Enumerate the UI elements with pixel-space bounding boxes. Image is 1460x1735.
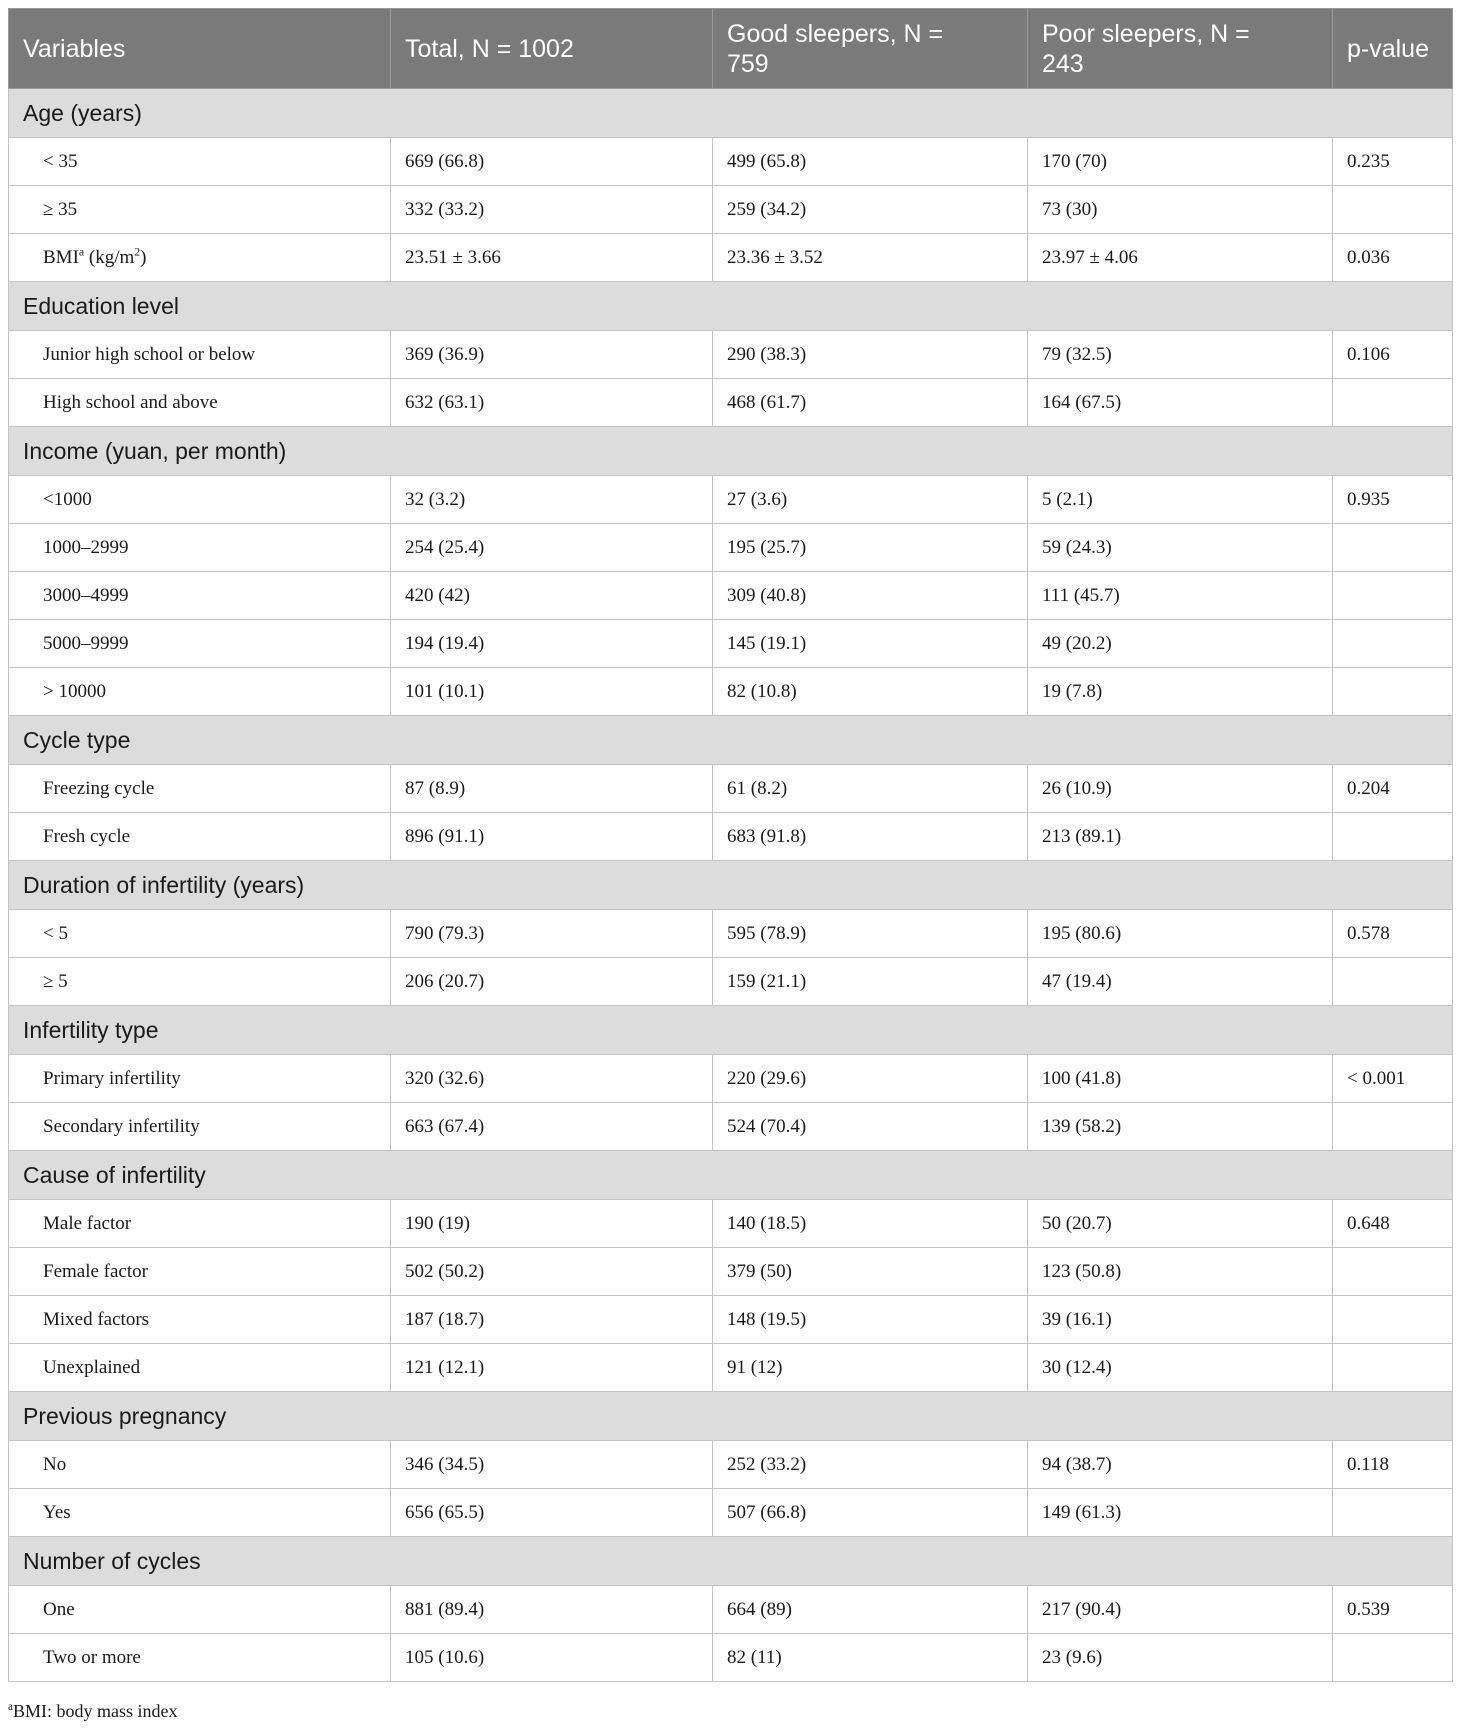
table-row	[9, 1441, 1453, 1489]
cell-poor-sleepers: 100 (41.8)	[1028, 1055, 1333, 1103]
table-row	[9, 1489, 1453, 1537]
cell-p-value	[1333, 813, 1453, 861]
row-label	[9, 958, 391, 1006]
cell-total: 896 (91.1)	[391, 813, 713, 861]
table-row	[9, 1103, 1453, 1151]
label-text: < 5	[43, 922, 68, 944]
cell-p-value	[1333, 1248, 1453, 1296]
label-text: Yes	[43, 1501, 71, 1523]
table-row	[9, 1586, 1453, 1634]
cell-total: 420 (42)	[391, 572, 713, 620]
cell-poor-sleepers: 139 (58.2)	[1028, 1103, 1333, 1151]
table-body	[9, 89, 1453, 1682]
label-text: Female factor	[43, 1260, 148, 1282]
label-text: 3000–4999	[43, 584, 129, 606]
label-text: Junior high school or below	[43, 343, 256, 365]
row-label	[9, 765, 391, 813]
row-label	[9, 1441, 391, 1489]
data-table	[8, 8, 1453, 1682]
cell-p-value	[1333, 620, 1453, 668]
cell-total: 332 (33.2)	[391, 186, 713, 234]
label-text: < 35	[43, 150, 78, 172]
table-row	[9, 620, 1453, 668]
cell-total: 790 (79.3)	[391, 910, 713, 958]
label-text: Male factor	[43, 1212, 132, 1234]
cell-poor-sleepers: 213 (89.1)	[1028, 813, 1333, 861]
cell-total: 254 (25.4)	[391, 524, 713, 572]
label-text: <1000	[43, 488, 92, 510]
cell-p-value: 0.935	[1333, 476, 1453, 524]
cell-good-sleepers: 159 (21.1)	[713, 958, 1028, 1006]
cell-p-value	[1333, 572, 1453, 620]
table-row	[9, 1200, 1453, 1248]
header-total: Total, N = 1002	[391, 9, 713, 89]
cell-good-sleepers: 683 (91.8)	[713, 813, 1028, 861]
row-label	[9, 668, 391, 716]
table-row	[9, 668, 1453, 716]
cell-p-value: < 0.001	[1333, 1055, 1453, 1103]
cell-p-value: 0.648	[1333, 1200, 1453, 1248]
section-title: Income (yuan, per month)	[9, 427, 1453, 476]
label-text: One	[43, 1598, 75, 1620]
cell-total: 369 (36.9)	[391, 331, 713, 379]
footnote	[8, 1701, 177, 1722]
row-label	[9, 234, 391, 282]
cell-poor-sleepers: 23.97 ± 4.06	[1028, 234, 1333, 282]
cell-total: 121 (12.1)	[391, 1344, 713, 1392]
section-title: Education level	[9, 282, 1453, 331]
cell-poor-sleepers: 26 (10.9)	[1028, 765, 1333, 813]
header-variables: Variables	[9, 9, 391, 89]
row-label	[9, 620, 391, 668]
table-row	[9, 765, 1453, 813]
table-row	[9, 1296, 1453, 1344]
footnote-text: BMI: body mass index	[12, 1701, 178, 1721]
cell-p-value: 0.235	[1333, 138, 1453, 186]
table-row	[9, 1055, 1453, 1103]
cell-poor-sleepers: 39 (16.1)	[1028, 1296, 1333, 1344]
table-row	[9, 138, 1453, 186]
table-row	[9, 813, 1453, 861]
label-text: Mixed factors	[43, 1308, 150, 1330]
cell-poor-sleepers: 123 (50.8)	[1028, 1248, 1333, 1296]
cell-total: 656 (65.5)	[391, 1489, 713, 1537]
label-text: 1000–2999	[43, 536, 129, 558]
cell-poor-sleepers: 94 (38.7)	[1028, 1441, 1333, 1489]
cell-p-value	[1333, 1296, 1453, 1344]
row-label	[9, 524, 391, 572]
section-title: Cycle type	[9, 716, 1453, 765]
label-text: High school and above	[43, 391, 218, 413]
cell-p-value	[1333, 668, 1453, 716]
table-row	[9, 379, 1453, 427]
label-text: ≥ 5	[43, 970, 68, 992]
table-row	[9, 1248, 1453, 1296]
cell-good-sleepers: 61 (8.2)	[713, 765, 1028, 813]
cell-total: 190 (19)	[391, 1200, 713, 1248]
cell-p-value	[1333, 379, 1453, 427]
cell-good-sleepers: 259 (34.2)	[713, 186, 1028, 234]
label-text: (kg/m	[84, 246, 135, 268]
cell-p-value	[1333, 524, 1453, 572]
label-text: Freezing cycle	[43, 777, 155, 799]
cell-good-sleepers: 220 (29.6)	[713, 1055, 1028, 1103]
table-row	[9, 572, 1453, 620]
label-text: Primary infertility	[43, 1067, 181, 1089]
cell-good-sleepers: 290 (38.3)	[713, 331, 1028, 379]
cell-total: 320 (32.6)	[391, 1055, 713, 1103]
section-header-row	[9, 1392, 1453, 1441]
cell-p-value: 0.036	[1333, 234, 1453, 282]
cell-poor-sleepers: 50 (20.7)	[1028, 1200, 1333, 1248]
cell-total: 105 (10.6)	[391, 1634, 713, 1682]
cell-poor-sleepers: 23 (9.6)	[1028, 1634, 1333, 1682]
label-text: Unexplained	[43, 1356, 141, 1378]
row-label	[9, 186, 391, 234]
cell-good-sleepers: 23.36 ± 3.52	[713, 234, 1028, 282]
cell-p-value: 0.106	[1333, 331, 1453, 379]
label-text: 5000–9999	[43, 632, 129, 654]
section-title: Cause of infertility	[9, 1151, 1453, 1200]
cell-good-sleepers: 91 (12)	[713, 1344, 1028, 1392]
label-text: > 10000	[43, 680, 106, 702]
label-text: Fresh cycle	[43, 825, 131, 847]
label-superscript: a	[78, 245, 85, 259]
cell-good-sleepers: 379 (50)	[713, 1248, 1028, 1296]
row-label	[9, 1200, 391, 1248]
section-header-row	[9, 716, 1453, 765]
cell-p-value: 0.578	[1333, 910, 1453, 958]
cell-poor-sleepers: 59 (24.3)	[1028, 524, 1333, 572]
cell-poor-sleepers: 49 (20.2)	[1028, 620, 1333, 668]
cell-good-sleepers: 468 (61.7)	[713, 379, 1028, 427]
cell-poor-sleepers: 79 (32.5)	[1028, 331, 1333, 379]
cell-total: 87 (8.9)	[391, 765, 713, 813]
table-row	[9, 234, 1453, 282]
cell-p-value: 0.539	[1333, 1586, 1453, 1634]
table-row	[9, 524, 1453, 572]
cell-good-sleepers: 524 (70.4)	[713, 1103, 1028, 1151]
row-label	[9, 1586, 391, 1634]
row-label	[9, 138, 391, 186]
row-label	[9, 476, 391, 524]
cell-total: 187 (18.7)	[391, 1296, 713, 1344]
row-label	[9, 1296, 391, 1344]
cell-total: 194 (19.4)	[391, 620, 713, 668]
table-row	[9, 1344, 1453, 1392]
cell-total: 669 (66.8)	[391, 138, 713, 186]
cell-p-value	[1333, 1103, 1453, 1151]
cell-total: 632 (63.1)	[391, 379, 713, 427]
cell-good-sleepers: 195 (25.7)	[713, 524, 1028, 572]
cell-good-sleepers: 82 (10.8)	[713, 668, 1028, 716]
cell-p-value	[1333, 1634, 1453, 1682]
table-row	[9, 1634, 1453, 1682]
cell-good-sleepers: 252 (33.2)	[713, 1441, 1028, 1489]
label-text: Secondary infertility	[43, 1115, 200, 1137]
cell-good-sleepers: 309 (40.8)	[713, 572, 1028, 620]
table-row	[9, 331, 1453, 379]
cell-poor-sleepers: 164 (67.5)	[1028, 379, 1333, 427]
section-header-row	[9, 861, 1453, 910]
row-label	[9, 1248, 391, 1296]
table-row	[9, 186, 1453, 234]
table-row	[9, 958, 1453, 1006]
cell-good-sleepers: 27 (3.6)	[713, 476, 1028, 524]
section-title: Duration of infertility (years)	[9, 861, 1453, 910]
cell-good-sleepers: 145 (19.1)	[713, 620, 1028, 668]
cell-good-sleepers: 507 (66.8)	[713, 1489, 1028, 1537]
cell-p-value	[1333, 1344, 1453, 1392]
row-label	[9, 1055, 391, 1103]
cell-p-value	[1333, 186, 1453, 234]
row-label	[9, 572, 391, 620]
section-title: Previous pregnancy	[9, 1392, 1453, 1441]
row-label	[9, 1103, 391, 1151]
section-header-row	[9, 1006, 1453, 1055]
row-label	[9, 910, 391, 958]
cell-poor-sleepers: 217 (90.4)	[1028, 1586, 1333, 1634]
cell-good-sleepers: 595 (78.9)	[713, 910, 1028, 958]
header-poor-sleepers: Poor sleepers, N = 243	[1028, 9, 1333, 89]
cell-total: 32 (3.2)	[391, 476, 713, 524]
cell-poor-sleepers: 149 (61.3)	[1028, 1489, 1333, 1537]
table-row	[9, 476, 1453, 524]
cell-poor-sleepers: 73 (30)	[1028, 186, 1333, 234]
cell-poor-sleepers: 170 (70)	[1028, 138, 1333, 186]
cell-poor-sleepers: 5 (2.1)	[1028, 476, 1333, 524]
label-text: Two or more	[43, 1646, 141, 1668]
cell-p-value: 0.118	[1333, 1441, 1453, 1489]
section-header-row	[9, 427, 1453, 476]
cell-good-sleepers: 148 (19.5)	[713, 1296, 1028, 1344]
section-title: Age (years)	[9, 89, 1453, 138]
cell-total: 663 (67.4)	[391, 1103, 713, 1151]
cell-good-sleepers: 499 (65.8)	[713, 138, 1028, 186]
cell-p-value	[1333, 958, 1453, 1006]
table-header	[9, 9, 1453, 89]
cell-total: 346 (34.5)	[391, 1441, 713, 1489]
cell-poor-sleepers: 19 (7.8)	[1028, 668, 1333, 716]
section-header-row	[9, 89, 1453, 138]
row-label	[9, 1344, 391, 1392]
section-title: Infertility type	[9, 1006, 1453, 1055]
header-row	[9, 9, 1453, 89]
cell-poor-sleepers: 47 (19.4)	[1028, 958, 1333, 1006]
label-text: BMI	[43, 246, 79, 268]
cell-poor-sleepers: 30 (12.4)	[1028, 1344, 1333, 1392]
cell-poor-sleepers: 111 (45.7)	[1028, 572, 1333, 620]
footnote-marker: a	[8, 1701, 13, 1713]
row-label	[9, 379, 391, 427]
row-label	[9, 331, 391, 379]
row-label	[9, 1634, 391, 1682]
cell-poor-sleepers: 195 (80.6)	[1028, 910, 1333, 958]
cell-total: 23.51 ± 3.66	[391, 234, 713, 282]
label-superscript: 2	[134, 245, 141, 259]
section-header-row	[9, 1537, 1453, 1586]
row-label	[9, 1489, 391, 1537]
cell-good-sleepers: 664 (89)	[713, 1586, 1028, 1634]
label-text: )	[140, 246, 147, 268]
cell-p-value: 0.204	[1333, 765, 1453, 813]
cell-total: 206 (20.7)	[391, 958, 713, 1006]
label-text: ≥ 35	[43, 198, 78, 220]
cell-total: 502 (50.2)	[391, 1248, 713, 1296]
label-text: No	[43, 1453, 67, 1475]
cell-p-value	[1333, 1489, 1453, 1537]
cell-total: 881 (89.4)	[391, 1586, 713, 1634]
cell-good-sleepers: 140 (18.5)	[713, 1200, 1028, 1248]
section-header-row	[9, 282, 1453, 331]
cell-good-sleepers: 82 (11)	[713, 1634, 1028, 1682]
table-row	[9, 910, 1453, 958]
section-header-row	[9, 1151, 1453, 1200]
cell-total: 101 (10.1)	[391, 668, 713, 716]
header-good-sleepers: Good sleepers, N = 759	[713, 9, 1028, 89]
section-title: Number of cycles	[9, 1537, 1453, 1586]
header-p-value: p-value	[1333, 9, 1453, 89]
row-label	[9, 813, 391, 861]
